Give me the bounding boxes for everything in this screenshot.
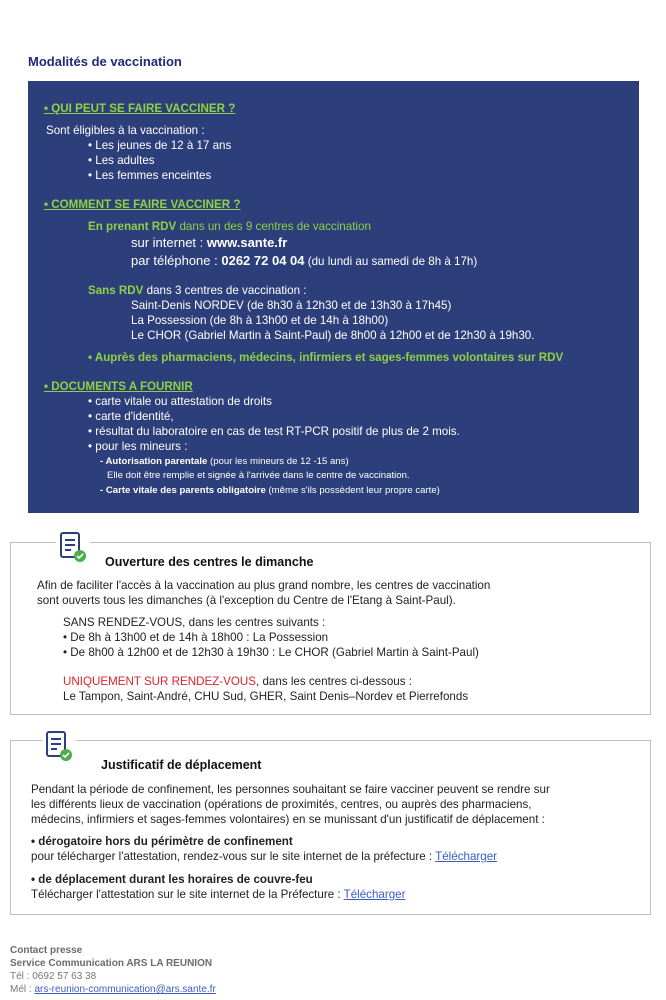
phone-hours: (du lundi au samedi de 8h à 17h) [304, 255, 478, 268]
vaccination-info-panel [28, 81, 639, 513]
pharmacists-line: • Auprès des pharmaciens, médecins, infirmiers et sages-femmes volontaires sur RDV [88, 351, 564, 364]
centre-item: La Possession (de 8h à 13h00 et de 14h à 18h00) [131, 314, 389, 327]
sans-rdv-bold: Sans RDV [88, 284, 144, 297]
document-check-icon [56, 530, 90, 566]
phone-line [131, 253, 477, 268]
footer-line: Service Communication ARS LA REUNION [10, 958, 213, 969]
how-heading: • COMMENT SE FAIRE VACCINER ? [44, 198, 241, 211]
eligible-item: • Les adultes [88, 154, 155, 167]
phone-value: 0262 72 04 04 [221, 253, 305, 268]
footer-phone: Tél : 0692 57 63 38 [10, 971, 97, 982]
rdv-bold: En prenant RDV [88, 220, 177, 233]
item1-title: • dérogatoire hors du périmètre de confinement [31, 835, 293, 848]
travel-para: médecins, infirmiers et sages-femmes volontaires) en se munissant d'un justificatif de déplacement : [31, 813, 545, 826]
sans-rdv-line [88, 284, 306, 297]
eligible-item: • Les femmes enceintes [88, 169, 212, 182]
travel-box [10, 740, 651, 915]
doc-item: • pour les mineurs : [88, 440, 188, 453]
sunday-para: Afin de faciliter l'accès à la vaccination au plus grand nombre, les centres de vaccination [37, 579, 491, 592]
item2-text: Télécharger l'attestation sur le site internet de la Préfecture : [31, 888, 344, 901]
download-link-1[interactable]: Télécharger [435, 850, 498, 863]
minor-item [100, 485, 440, 496]
item1-line [31, 850, 497, 863]
centre-item: Saint-Denis NORDEV (de 8h30 à 12h30 et de 13h30 à 17h45) [131, 299, 452, 312]
internet-value: www.sante.fr [206, 235, 288, 250]
who-heading: • QUI PEUT SE FAIRE VACCINER ? [44, 102, 236, 115]
rdv-rest: dans un des 9 centres de vaccination [176, 220, 371, 233]
item1-text: pour télécharger l'attestation, rendez-vous sur le site internet de la préfecture : [31, 850, 436, 863]
item2-line [31, 888, 406, 901]
minor1-bold: - Autorisation parentale [100, 456, 208, 467]
eligible-intro: Sont éligibles à la vaccination : [46, 124, 205, 137]
travel-para: les différents lieux de vaccination (opérations de proximités, centres, ou auprès des pharmaciens, [31, 798, 532, 811]
only-rdv-red: UNIQUEMENT SUR RENDEZ-VOUS [63, 675, 257, 688]
minor1-rest: (pour les mineurs de 12 -15 ans) [207, 456, 349, 467]
docs-heading: • DOCUMENTS A FOURNIR [44, 380, 193, 393]
internet-label: sur internet : [131, 235, 207, 250]
eligible-item: • Les jeunes de 12 à 17 ans [88, 139, 232, 152]
doc-item: • résultat du laboratoire en cas de test RT-PCR positif de plus de 2 mois. [88, 425, 460, 438]
minor2-rest: (même s'ils possèdent leur propre carte) [265, 485, 440, 496]
press-contact [10, 944, 216, 996]
centre-item: Le CHOR (Gabriel Martin à Saint-Paul) de 8h00 à 12h00 et de 12h30 à 19h30. [131, 329, 535, 342]
travel-para: Pendant la période de confinement, les personnes souhaitant se faire vacciner peuvent se rendre sur [31, 783, 550, 796]
footer-mail-line [10, 983, 216, 996]
doc-item: • carte d'identité, [88, 410, 174, 423]
minor2-bold: - Carte vitale des parents obligatoire [100, 485, 266, 496]
sunday-list-item: • De 8h à 13h00 et de 14h à 18h00 : La Possession [63, 631, 329, 644]
rdv-line [88, 220, 371, 233]
minor-note: Elle doit être remplie et signée à l'arrivée dans le centre de vaccination. [107, 470, 410, 481]
sunday-list-item: • De 8h00 à 12h00 et de 12h30 à 19h30 : Le CHOR (Gabriel Martin à Saint-Paul) [63, 646, 479, 659]
doc-item: • carte vitale ou attestation de droits [88, 395, 272, 408]
sunday-box [10, 542, 651, 715]
document-check-icon [42, 729, 76, 765]
sunday-para: sont ouverts tous les dimanches (à l'exception du Centre de l'Etang à Saint-Paul). [37, 594, 456, 607]
sans-rdv-heading: SANS RENDEZ-VOUS, dans les centres suivants : [63, 616, 326, 629]
internet-line [131, 235, 287, 250]
download-link-2[interactable]: Télécharger [343, 888, 406, 901]
page-title: Modalités de vaccination [28, 54, 182, 69]
travel-title: Justificatif de déplacement [101, 758, 262, 772]
press-email-link[interactable]: ars-reunion-communication@ars.sante.fr [34, 984, 216, 995]
footer-line: Contact presse [10, 945, 83, 956]
only-rdv-list: Le Tampon, Saint-André, CHU Sud, GHER, Saint Denis–Nordev et Pierrefonds [63, 690, 469, 703]
only-rdv-heading [63, 675, 412, 688]
sans-rdv-rest: dans 3 centres de vaccination : [143, 284, 307, 297]
only-rdv-rest: , dans les centres ci-dessous : [256, 675, 412, 688]
footer-mail-label: Mél : [10, 984, 35, 995]
minor-item [100, 456, 349, 467]
sunday-title: Ouverture des centres le dimanche [105, 555, 314, 569]
phone-label: par téléphone : [131, 253, 222, 268]
item2-title: • de déplacement durant les horaires de couvre-feu [31, 873, 313, 886]
